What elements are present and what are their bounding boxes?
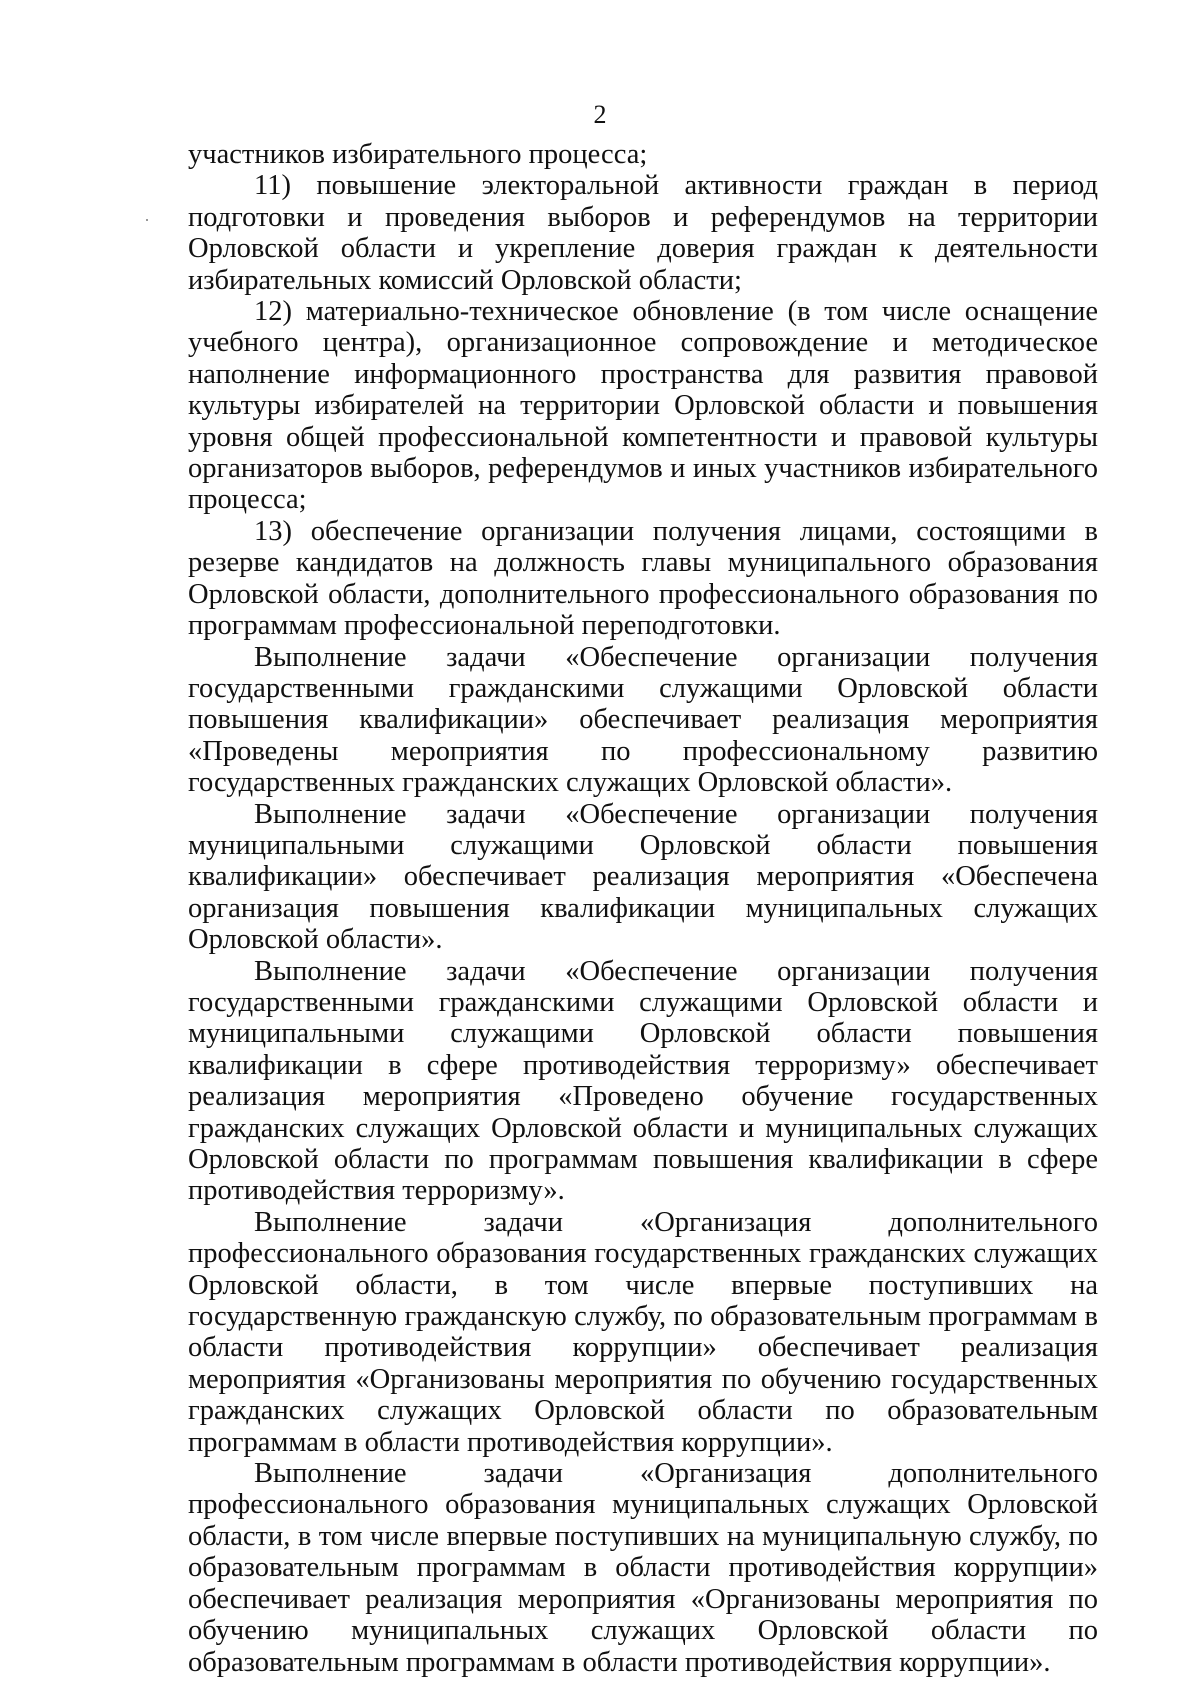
paragraph-task-anti-terrorism-training: Выполнение задачи «Обеспечение организации получения государственными гражданскими служащими Орловской области и муниципальными служащими Орловской области повышения квалификации в сфере противодействия терроризму» обеспечивает реализация мероприятия «Проведено обучение государственных гражданских служащих Орловской области и муниципальных служащих Орловской области по программам повышения квалификации в сфере противодействия терроризму».: [188, 955, 1098, 1207]
scan-speck: [146, 219, 148, 221]
document-body: [188, 139, 1098, 1678]
paragraph-item-13: 13) обеспечение организации получения лицами, состоящими в резерве кандидатов на должность главы муниципального образования Орловской области, дополнительного профессионального образования по программам профессиональной переподготовки.: [188, 515, 1098, 642]
paragraph-task-municipal-anti-corruption: Выполнение задачи «Организация дополнительного профессионального образования муниципальных служащих Орловской области, в том числе впервые поступивших на муниципальную службу, по образовательным программам в области противодействия коррупции» обеспечивает реализация мероприятия «Организованы мероприятия по обучению муниципальных служащих Орловской области по образовательным программам в области противодействия коррупции».: [188, 1458, 1098, 1678]
paragraph-continuation: участников избирательного процесса;: [188, 139, 648, 170]
paragraph-item-11: 11) повышение электоральной активности граждан в период подготовки и проведения выборов и референдумов на территории Орловской области и укрепление доверия граждан к деятельности избирательных комиссий Орловской области;: [188, 170, 1098, 296]
paragraph-task-civil-anti-corruption: Выполнение задачи «Организация дополнительного профессионального образования государственных гражданских служащих Орловской области, в том числе впервые поступивших на государственную гражданскую службу, по образовательным программам в области противодействия коррупции» обеспечивает реализация мероприятия «Организованы мероприятия по обучению государственных гражданских служащих Орловской области по образовательным программам в области противодействия коррупции».: [188, 1206, 1098, 1458]
paragraph-item-12: 12) материально-техническое обновление (в том числе оснащение учебного центра), организационное сопровождение и методическое наполнение информационного пространства для развития правовой культуры избирателей на территории Орловской области и повышения уровня общей профессиональной компетентности и правовой культуры организаторов выборов, референдумов и иных участников избирательного процесса;: [188, 296, 1098, 516]
paragraph-task-civil-servants-training: Выполнение задачи «Обеспечение организации получения государственными гражданскими служащими Орловской области повышения квалификации» обеспечивает реализация мероприятия «Проведены мероприятия по профессиональному развитию государственных гражданских служащих Орловской области».: [188, 641, 1098, 799]
page-number: 2: [593, 100, 607, 129]
paragraph-task-municipal-servants-training: Выполнение задачи «Обеспечение организации получения муниципальными служащими Орловской области повышения квалификации» обеспечивает реализация мероприятия «Обеспечена организация повышения квалификации муниципальных служащих Орловской области».: [188, 798, 1098, 956]
